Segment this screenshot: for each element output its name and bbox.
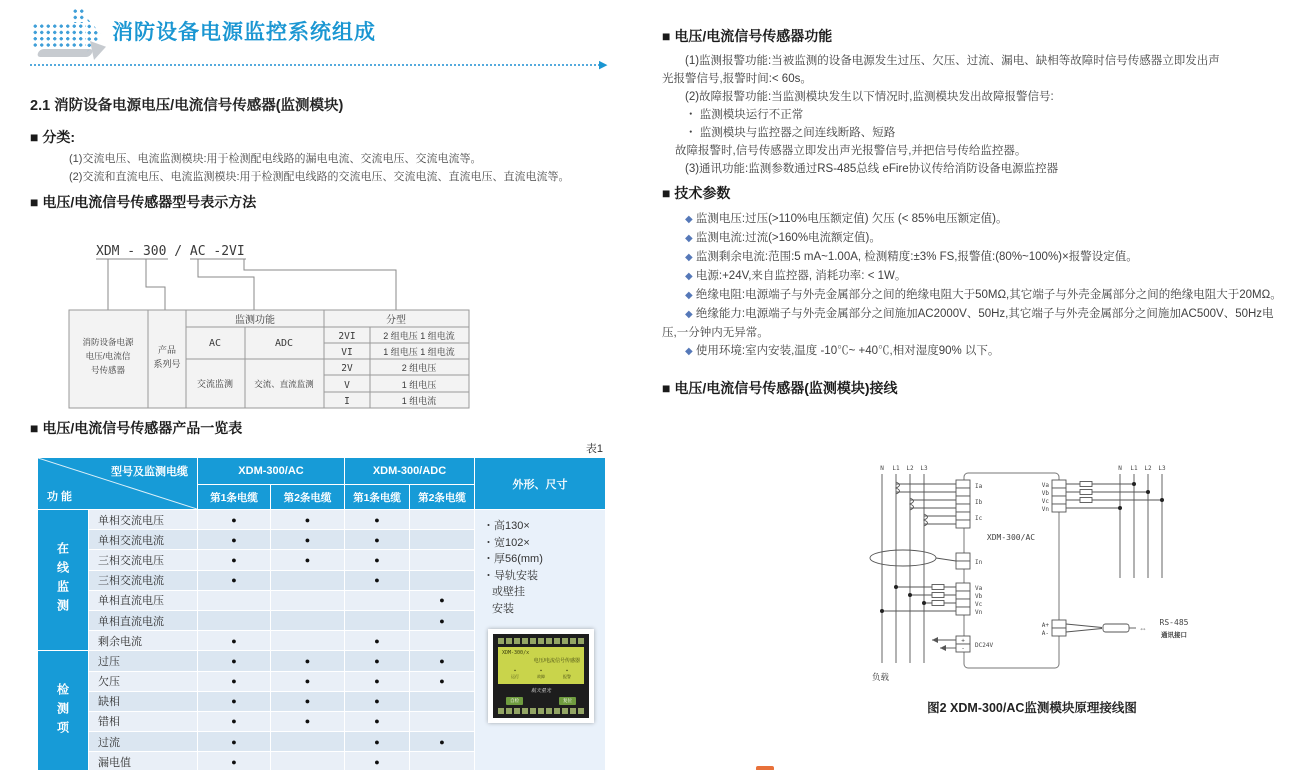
section-2-1-heading: 2.1 消防设备电源电压/电流信号传感器(监测模块) [30,98,344,114]
shape-size-line: ・宽102× [483,536,530,549]
table-dot-cell: ● [345,651,409,670]
table-dot-cell: ● [271,712,344,731]
model-col1-line3: 号传感器 [90,365,126,375]
table-dot-cell [271,591,344,610]
wiring-diagram [852,458,1212,698]
monitor-module-device [493,634,589,718]
table-row-label: 过压 [89,651,197,670]
subcol-cable2: 第2条电缆 [271,485,344,509]
bus-label: L2 [906,465,914,472]
table-row-label: 单相交流电压 [89,510,197,529]
subcol-cable1: 第1条电缆 [198,485,270,509]
power-plus: + [961,637,965,645]
tech-item: ◆ 使用环境:室内安装,温度 -10℃~ +40℃,相对湿度90% 以下。 [685,345,1000,357]
table-dot-cell: ● [198,732,270,751]
table-dot-cell: ● [345,510,409,529]
type-desc: 1 组电流 [401,396,437,406]
shape-size-cell [475,510,605,770]
model-code-text: XDM - 300 / AC -2VI [96,244,245,259]
classification-item: (2)交流和直流电压、电流监测模块:用于检测配电线路的交流电压、交流电流、直流电压、直流电流等。 [69,171,570,183]
comm-port-label: 通讯接口 [1161,632,1187,639]
device-buttons [498,697,584,705]
table-dot-cell: ● [410,611,474,630]
terminal-label: Ib [975,499,983,506]
table-dot-cell: ● [198,672,270,691]
terminal-label: Vb [975,593,983,600]
page-footer-accent [756,766,774,770]
classification-heading: ■ 分类: [30,129,76,145]
page-title: 消防设备电源监控系统组成 [112,21,376,44]
diamond-bullet-icon: ◆ [685,252,693,263]
table-dot-cell [198,611,270,630]
terminal-label: In [975,559,983,566]
device-led-label: ▪ 运行 [511,668,519,680]
table-row-label: 剩余电流 [89,631,197,650]
func-ac: AC [208,338,222,349]
tech-item: ◆ 绝缘电阻:电源端子与外壳金属部分之间的绝缘电阻大于50MΩ,其它端子与外壳金属部分之间的绝缘电阻大于20MΩ。 [685,289,1282,301]
bus-label: L1 [892,465,900,472]
tech-parameter-list [662,210,1286,361]
paragraph-line: (1)监测报警功能:当被监测的设备电源发生过压、欠压、过流、漏电、缺相等故障时信号传感器立即发出声 [685,55,1220,67]
paragraph-line: ・ 监测模块与监控器之间连线断路、短路 [685,127,896,139]
table-dot-cell [271,732,344,751]
table-dot-cell: ● [345,550,409,569]
model-col2-line2: 系列号 [153,359,181,369]
tech-item: ◆ 监测电流:过流(>160%电流额定值)。 [685,232,881,244]
diagonal-header-cell [38,458,197,509]
model-col1-line1: 消防设备电源 [82,337,134,347]
logo-dots-body [32,23,86,48]
table-dot-cell [410,752,474,770]
diamond-bullet-icon: ◆ [685,233,693,244]
paragraph-line: (3)通讯功能:监测参数通过RS-485总线 eFire协议传给消防设备电源监控器 [685,163,1059,175]
table-dot-cell: ● [271,530,344,549]
table-dot-cell: ● [271,692,344,711]
diamond-bullet-icon: ◆ [685,214,693,225]
shape-size-line: 安装 [492,602,514,615]
bus-label: N [880,465,884,472]
row-group-online-monitoring: 在线监测 [38,510,88,650]
table-dot-cell [271,631,344,650]
device-led-label: ▪ 故障 [537,668,545,680]
col-group-ac: XDM-300/AC [198,458,344,484]
module-label: XDM-300/AC [986,533,1036,542]
func-adc-desc: 交流、直流监测 [254,379,314,389]
shape-size-text [483,518,599,617]
table-dot-cell: ● [271,651,344,670]
diamond-bullet-icon: ◆ [685,271,693,282]
device-lcd [498,647,584,684]
divider-arrow-icon: ▶ [599,59,608,71]
paragraph-line: (2)故障报警功能:当监测模块发生以下情况时,监测模块发出故障报警信号: [685,91,1054,103]
col-shape: 外形、尺寸 [475,458,605,509]
tech-item: ◆ 电源:+24V,来自监控器, 消耗功率: < 1W。 [685,270,907,282]
terminal-label: Ic [975,515,983,522]
paragraph-line: 故障报警时,信号传感器立即发出声光报警信号,并把信号传给监控器。 [675,145,1027,157]
func-adc: ADC [274,338,294,349]
table-dot-cell: ● [271,550,344,569]
type-header: 分型 [386,315,406,326]
table-dot-cell: ● [345,712,409,731]
classification-list [46,150,606,186]
terminal-label: Va [1041,482,1049,489]
type-desc: 1 组电压 [401,380,437,390]
type-code: VI [341,347,353,358]
diagonal-header-bottom: 功 能 [47,491,73,503]
table-row-label: 漏电值 [89,752,197,770]
terminal-label: Vb [1041,490,1049,497]
model-col2-line1: 产品 [157,345,177,355]
bus-label: L2 [1144,465,1152,472]
func-ac-desc: 交流监测 [196,379,234,389]
table-row-label: 过流 [89,732,197,751]
product-table [38,458,605,770]
table-row-label: 欠压 [89,672,197,691]
terminal-label: Va [975,585,983,592]
terminal-label: Vn [1041,506,1049,513]
device-reset-button: 复位 [559,697,576,705]
table-dot-cell: ● [410,591,474,610]
table-dot-cell: ● [198,712,270,731]
table-dot-cell [410,571,474,590]
table-row-label: 单相交流电流 [89,530,197,549]
row-group-check-items: 检测项 [38,651,88,770]
type-desc: 1 组电压 1 组电流 [383,347,455,357]
table-dot-cell: ● [345,692,409,711]
shape-size-line: 或壁挂 [492,586,525,598]
table-dot-cell: ● [345,571,409,590]
table-dot-cell: ● [198,530,270,549]
table-dot-cell: ● [410,732,474,751]
shape-size-line: ・导轨安装 [483,569,538,582]
wiring-heading: ■ 电压/电流信号传感器(监测模块)接线 [662,380,898,396]
device-terminal-strip-bottom [498,708,584,714]
logo-dots-stem [72,8,85,23]
functions-paragraphs [662,52,1286,178]
diamond-bullet-icon: ◆ [685,309,693,320]
diamond-bullet-icon: ◆ [685,290,693,301]
table-dot-cell: ● [345,752,409,770]
table-dot-cell [271,752,344,770]
table-dot-cell [345,611,409,630]
svg-text:⇔: ⇔ [1139,624,1147,633]
dashed-divider [30,64,600,66]
table-row-label: 三相交流电压 [89,550,197,569]
table-dot-cell: ● [198,510,270,529]
table-row-label: 单相直流电压 [89,591,197,610]
figure-caption: 图2 XDM-300/AC监测模块原理接线图 [927,701,1137,715]
load-label: 负载 [872,672,890,682]
shape-size-line: ・高130× [483,520,530,532]
product-table-heading: ■ 电压/电流信号传感器产品一览表 [30,420,243,436]
paragraph-line: 光报警信号,报警时间:< 60s。 [662,73,812,85]
table-dot-cell [410,550,474,569]
table-dot-cell [410,631,474,650]
power-minus: - [961,645,965,653]
device-led-row [502,668,580,680]
power-label: DC24V [975,642,994,649]
table-dot-cell [410,530,474,549]
table-dot-cell [410,510,474,529]
functions-heading: ■ 电压/电流信号传感器功能 [662,28,833,44]
tech-item: ◆ 绝缘能力:电源端子与外壳金属部分之间施加AC2000V、50Hz,其它端子与外壳金属部分之间施加AC500V、50Hz电压,一分钟内无异常。 [662,308,1274,339]
diagonal-header-top: 型号及监测电缆 [111,466,188,478]
table-dot-cell: ● [198,752,270,770]
diamond-bullet-icon: ◆ [685,346,693,357]
table-dot-cell: ● [198,550,270,569]
func-header: 监测功能 [235,315,275,326]
table-dot-cell: ● [345,732,409,751]
type-code: 2V [341,363,353,374]
bus-label: L3 [1158,465,1166,472]
table-dot-cell: ● [198,631,270,650]
table-dot-cell: ● [198,692,270,711]
model-code-heading: ■ 电压/电流信号传感器型号表示方法 [30,194,257,210]
table-dot-cell: ● [198,651,270,670]
tech-item: ◆ 监测剩余电流:范围:5 mA~1.00A, 检测精度:±3% FS,报警值:(80%~100%)×报警设定值。 [685,251,1138,263]
device-name-text: 电压/电流信号传感器 [533,658,580,664]
bus-label: N [1118,465,1122,472]
terminal-label: Ia [975,483,983,490]
table-dot-cell [345,591,409,610]
table-dot-cell: ● [410,651,474,670]
type-code: 2VI [338,331,356,342]
table-dot-cell: ● [345,530,409,549]
logo-swoosh [36,49,94,57]
table-tag: 表1 [585,443,603,455]
table-row-label: 单相直流电流 [89,611,197,630]
shape-size-line: ・厚56(mm) [483,553,543,565]
terminal-label: A- [1041,630,1049,637]
tech-item: ◆ 监测电压:过压(>110%电压额定值) 欠压 (< 85%电压额定值)。 [685,213,1008,225]
table-dot-cell [271,611,344,630]
table-dot-cell: ● [345,631,409,650]
terminal-label: Vn [975,609,983,616]
device-model-text: XDM-300/x [502,650,530,656]
tech-heading: ■ 技术参数 [662,185,731,201]
table-dot-cell: ● [271,510,344,529]
subcol-cable1: 第1条电缆 [345,485,409,509]
bus-label: L1 [1130,465,1138,472]
table-dot-cell: ● [198,571,270,590]
device-terminal-strip-top [498,638,584,644]
terminal-label: Vc [975,601,983,608]
model-col1-line2: 电压/电流信 [85,351,131,361]
table-row-label: 错相 [89,712,197,731]
type-code: I [344,396,350,407]
table-row-label: 三相交流电流 [89,571,197,590]
type-desc: 2 组电压 1 组电流 [383,331,455,341]
dotted-arrow-logo-icon [32,8,112,62]
type-code: V [344,380,350,391]
table-dot-cell: ● [410,672,474,691]
type-desc: 2 组电压 [401,363,437,373]
paragraph-line: ・ 监测模块运行不正常 [685,109,804,121]
table-dot-cell: ● [345,672,409,691]
classification-item: (1)交流电压、电流监测模块:用于检测配电线路的漏电电流、交流电压、交流电流等。 [69,153,482,165]
model-designation-diagram [68,225,478,425]
device-photo [488,629,594,723]
table-dot-cell [410,692,474,711]
table-dot-cell [271,571,344,590]
col-group-adc: XDM-300/ADC [345,458,474,484]
table-dot-cell [410,712,474,731]
subcol-cable2: 第2条电缆 [410,485,474,509]
device-selfcheck-button: 自检 [506,697,523,705]
table-dot-cell: ● [271,672,344,691]
terminal-label: A+ [1041,622,1049,629]
device-brand-logo: 航天星光 [530,688,551,694]
bus-label: L3 [920,465,928,472]
device-led-label: ▪ 报警 [563,668,571,680]
rs485-label: RS-485 [1159,618,1189,627]
table-row-label: 缺相 [89,692,197,711]
table-dot-cell [198,591,270,610]
terminal-label: Vc [1041,498,1049,505]
